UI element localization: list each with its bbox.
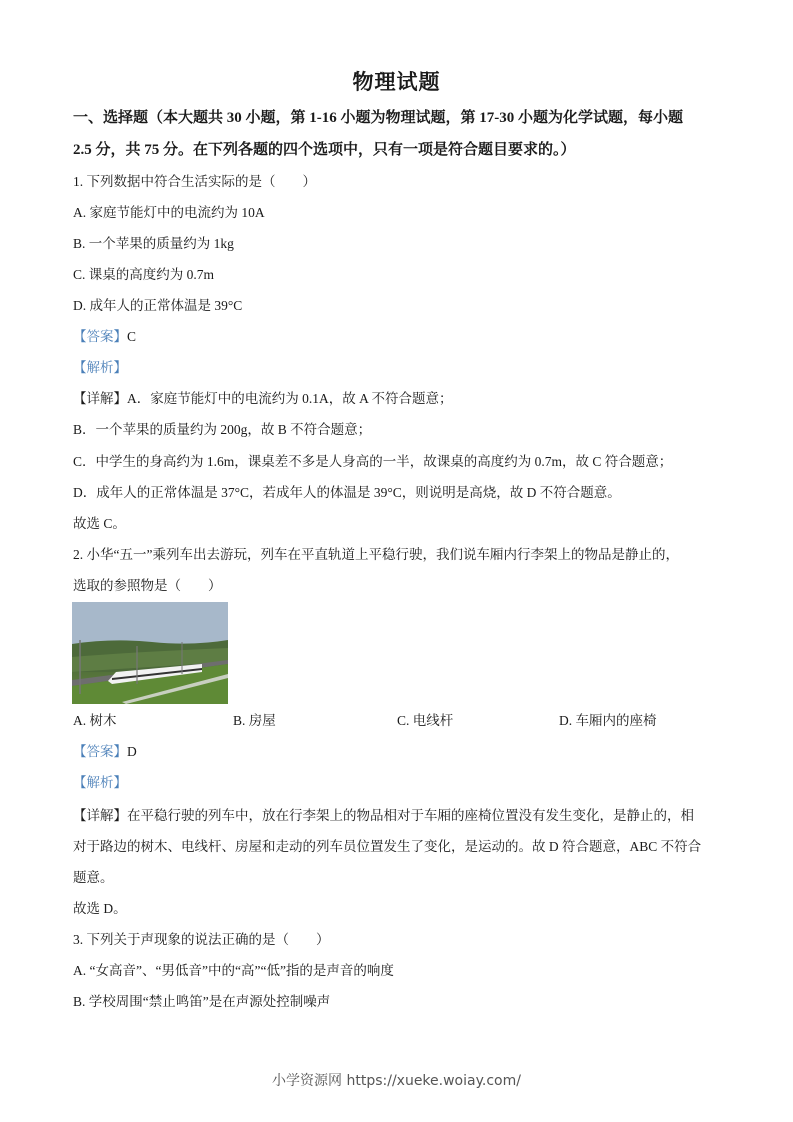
section-header-line-2: 2.5 分，共 75 分。在下列各题的四个选项中，只有一项是符合题目要求的。）	[73, 142, 576, 158]
question-1-detail-line-2: B．一个苹果的质量约为 200g，故 B 不符合题意；	[73, 422, 372, 437]
question-3-option-b: B. 学校周围“禁止鸣笛”是在声源处控制噪声	[73, 994, 331, 1009]
answer-tag: 【答案】	[73, 329, 127, 344]
question-1-analysis-tag: 【解析】	[73, 360, 127, 375]
footer-watermark: 小学资源网 https://xueke.woiay.com/	[272, 1073, 521, 1089]
question-1-option-d: D. 成年人的正常体温是 39°C	[73, 298, 243, 313]
detail-tag: 【详解】	[73, 808, 127, 823]
answer-tag: 【答案】	[73, 744, 127, 759]
question-2-detail-line-3: 题意。	[73, 870, 114, 885]
detail-text: 在平稳行驶的列车中，放在行李架上的物品相对于车厢的座椅位置没有发生变化，是静止的，相	[127, 808, 694, 823]
question-2-stem-line-1: 2. 小华“五一”乘列车出去游玩，列车在平直轨道上平稳行驶，我们说车厢内行李架上的物品是静止的，	[73, 547, 679, 562]
question-1-option-b: B. 一个苹果的质量约为 1kg	[73, 236, 234, 251]
page-title: 物理试题	[352, 70, 441, 94]
question-2-stem-line-2: 选取的参照物是（ ）	[73, 578, 222, 593]
question-1-detail-line-3: C．中学生的身高约为 1.6m，课桌差不多是人身高的一半，故课桌的高度约为 0.7m，故 C 符合题意；	[73, 454, 673, 469]
question-1-detail-line-4: D．成年人的正常体温是 37°C，若成年人的体温是 39°C，则说明是高烧，故 D 不符合题意。	[73, 485, 621, 500]
question-3-option-a: A. “女高音”、“男低音”中的“高”“低”指的是声音的响度	[73, 963, 394, 978]
answer-value: C	[127, 329, 137, 344]
section-header-line-1: 一、选择题（本大题共 30 小题，第 1-16 小题为物理试题，第 17-30 小题为化学试题，每小题	[73, 110, 683, 126]
detail-tag: 【详解】	[73, 391, 127, 406]
question-1-option-c: C. 课桌的高度约为 0.7m	[73, 267, 215, 282]
train-photo	[72, 602, 228, 704]
question-1-conclusion: 故选 C。	[73, 516, 126, 531]
question-2-answer	[73, 742, 137, 762]
question-2-option-c: C. 电线杆	[397, 713, 454, 728]
question-2-detail-line-1	[73, 806, 694, 826]
question-2-option-d: D. 车厢内的座椅	[559, 713, 657, 728]
question-2-detail-line-2: 对于路边的树木、电线杆、房屋和走动的列车员位置发生了变化，是运动的。故 D 符合题意，ABC 不符合	[73, 839, 702, 854]
answer-value: D	[127, 744, 137, 759]
question-2-option-b: B. 房屋	[233, 713, 276, 728]
question-2-conclusion: 故选 D。	[73, 901, 127, 916]
question-1-answer	[73, 327, 136, 347]
train-image-icon	[72, 602, 228, 704]
question-1-option-a: A. 家庭节能灯中的电流约为 10A	[73, 205, 265, 220]
detail-text: A．家庭节能灯中的电流约为 0.1A，故 A 不符合题意；	[127, 391, 453, 406]
question-2-analysis-tag: 【解析】	[73, 775, 127, 790]
question-2-option-a: A. 树木	[73, 713, 117, 728]
question-3-stem: 3. 下列关于声现象的说法正确的是（ ）	[73, 932, 330, 947]
question-1-detail-line-1	[73, 389, 453, 409]
question-1-stem: 1. 下列数据中符合生活实际的是（ ）	[73, 174, 316, 189]
